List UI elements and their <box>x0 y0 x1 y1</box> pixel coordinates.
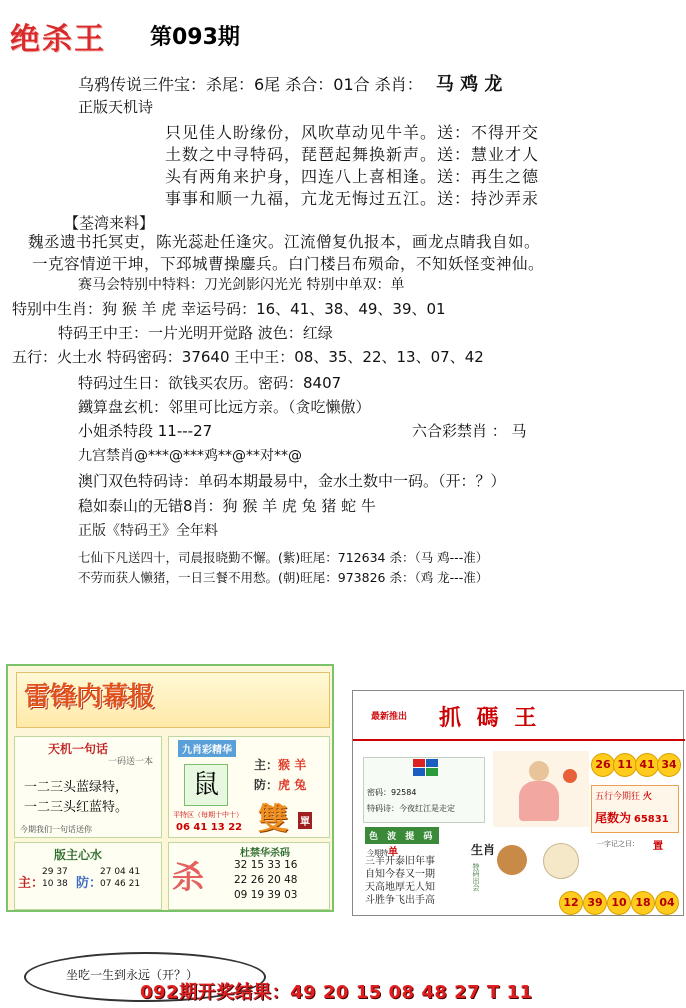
wuxing-line: 五行：火土水 特码密码：37640 王中王：08、35、22、13、07、42 <box>12 348 484 366</box>
tema-line <box>367 803 455 814</box>
brand-title: 绝杀王 <box>10 22 106 57</box>
side-val: 置 <box>653 841 663 852</box>
stable-eight: 稳如泰山的无错8肖：狗 猴 羊 虎 兔 猪 蛇 牛 <box>78 497 376 515</box>
killer-row-1: 32 15 33 16 <box>234 859 298 871</box>
weishu-val: 65831 <box>633 814 669 825</box>
prose-line-2: 一克容情逆干坤，下邳城曹操鏖兵。白门楼吕布殒命，不知妖怪变神仙。 <box>32 255 545 273</box>
zodiac-tag: 九肖彩精华 <box>178 740 236 757</box>
right-poem-2: 自知今春又一期 <box>365 869 435 880</box>
killer-title: 杜禁华杀码 <box>240 848 290 859</box>
number-ball: 26 <box>591 753 615 777</box>
kill-range: 小姐杀特段 11---27 <box>78 422 213 440</box>
mima-val: 92584 <box>391 788 417 797</box>
dan-char: 單 <box>298 812 312 829</box>
nine-palace: 九宫禁肖@***@***鸡**@**对**@ <box>78 448 302 464</box>
right-panel <box>352 690 684 916</box>
sky-sub: 一码送一本 <box>108 757 154 767</box>
zodiac-fang-label: 防： <box>254 778 279 792</box>
zodiac-fang-val: 虎 兔 <box>278 778 307 792</box>
taiwan-heading: 【荃湾来料】 <box>64 214 155 232</box>
zodiac-main-label: 主： <box>254 758 279 772</box>
pingte-nums: 06 41 13 22 <box>176 822 243 833</box>
birthday-line: 特码过生日：欲钱买农历。密码：8407 <box>78 374 342 392</box>
shuang-char: 雙 <box>258 802 288 837</box>
zodiac-fang <box>254 776 306 793</box>
number-ball: 11 <box>613 753 637 777</box>
editor-title: 版主心水 <box>54 848 103 862</box>
sha-char: 杀 <box>172 858 205 896</box>
mima-line <box>367 787 416 798</box>
fairy-illustration <box>493 751 589 827</box>
zhu-nums: 29 37 10 38 <box>42 867 68 889</box>
sky-title: 天机一句话 <box>48 742 109 756</box>
tema-label: 特码诗： <box>367 804 399 813</box>
right-poem <box>365 855 435 907</box>
fang-nums: 27 04 41 07 46 21 <box>100 867 141 889</box>
issue-number: 第093期 <box>150 25 240 50</box>
fang-label: 防： <box>76 876 103 891</box>
line-sha <box>78 70 502 96</box>
tema-king: 特码王中王：一片光明开觉路 波色：红绿 <box>58 324 333 342</box>
number-ball: 34 <box>657 753 681 777</box>
fairy-line: 七仙下凡送四十，司晨报晓勤不懈。(紫)旺尾：712634 杀：（马 鸡---准） <box>78 550 489 565</box>
number-ball: 12 <box>559 891 583 915</box>
right-poem-3: 天高地厚无人知 <box>365 882 435 893</box>
lotto-logo-icon <box>413 759 439 777</box>
sha-text: 乌鸦传说三件宝：杀尾：6尾 杀合：01合 杀肖： <box>78 75 423 94</box>
pingte-label: 平特区（每期十中十） <box>173 811 243 819</box>
shengxiao-label: 生肖 <box>471 843 496 857</box>
side-note: 一字记之曰： <box>597 840 639 848</box>
cloud-text: 坐吃一生到永远（开？） <box>66 968 199 982</box>
jinqi-val: 单 <box>388 847 398 858</box>
number-ball: 39 <box>583 891 607 915</box>
number-ball: 04 <box>655 891 679 915</box>
poem-heading: 正版天机诗 <box>78 98 154 116</box>
monkey-illustration <box>493 837 583 887</box>
sky-caption: 今期我们一句话送你 <box>20 825 92 834</box>
killer-row-2: 22 26 20 48 <box>234 874 298 886</box>
draw-result: 092期开奖结果：49 20 15 08 48 27 T 11 <box>140 982 533 1003</box>
poem-line-2: 土数之中寻特码，琵琶起舞换新声。送：慧业才人 <box>165 145 540 164</box>
number-ball: 10 <box>607 891 631 915</box>
sky-text-1: 一二三头蓝绿特， <box>24 780 129 795</box>
zodiac-main <box>254 756 306 773</box>
macau-poem: 澳门双色特码诗：单码本期最易中，金水土数中一码。（开：？） <box>78 472 506 490</box>
tema-val: 今夜红江是走定 <box>399 804 455 813</box>
jinqi-label: 今期特 <box>367 849 388 857</box>
right-panel-title: 抓 碼 王 <box>439 706 541 731</box>
left-panel <box>6 664 334 912</box>
annual-material: 正版《特码王》全年料 <box>78 523 218 539</box>
lazy-pig-line: 不劳而获人懒猪，一日三餐不用愁。(朝)旺尾：973826 杀：（鸡 龙---准） <box>78 570 489 585</box>
right-poem-4: 斗胜争飞出手高 <box>365 895 435 906</box>
poem-line-4: 事事和顺一九福，亢龙无悔过五江。送：持沙弄汞 <box>165 189 540 208</box>
banned-zodiac: 六合彩禁肖 ： 马 <box>412 422 527 440</box>
zodiac-char: 鼠 <box>184 764 228 806</box>
zhu-label: 主： <box>18 876 45 891</box>
number-ball: 41 <box>635 753 659 777</box>
sha-zodiac: 马 鸡 龙 <box>435 74 503 95</box>
prose-line-1: 魏丞遗书托冥吏，陈光蕊赴任逢灾。江流僧复仇报本，画龙点睛我自如。 <box>28 233 541 251</box>
zodiac-main-val: 猴 羊 <box>278 758 307 772</box>
weishu-line <box>595 809 669 826</box>
right-poem-1: 三羊开泰旧年事 <box>365 856 435 867</box>
horse-special: 赛马会特别中特料：刀光剑影闪光光 特别中单双：单 <box>78 277 405 293</box>
wuxing-line <box>595 789 652 802</box>
poem-line-3: 头有两角来护身，四连八上喜相逢。送：再生之德 <box>165 167 540 186</box>
mima-label: 密码： <box>367 788 391 797</box>
poem-note: 特码出会 <box>472 863 480 891</box>
special-zodiac: 特别中生肖：狗 猴 羊 虎 幸运号码：16、41、38、49、39、01 <box>12 300 446 318</box>
killer-row-3: 09 19 39 03 <box>234 889 298 901</box>
wuxing-label: 五行今期狂 <box>595 792 641 802</box>
left-panel-title: 雷锋内幕报 <box>24 682 155 712</box>
weishu-label: 尾数为 <box>595 811 632 825</box>
number-ball: 18 <box>631 891 655 915</box>
abacus-line: 鐵算盘玄机：邻里可比远方亲。（贪吃懒傲） <box>78 398 371 416</box>
right-panel-tag: 最新推出 <box>371 712 408 722</box>
poem-line-1: 只见佳人盼缘份，风吹草动见牛羊。送：不得开交 <box>165 123 540 142</box>
sky-text-2: 一二三头红蓝特。 <box>24 800 129 815</box>
wuxing-val: 火 <box>642 792 652 802</box>
color-badge: 色 波 提 码 <box>365 827 439 844</box>
